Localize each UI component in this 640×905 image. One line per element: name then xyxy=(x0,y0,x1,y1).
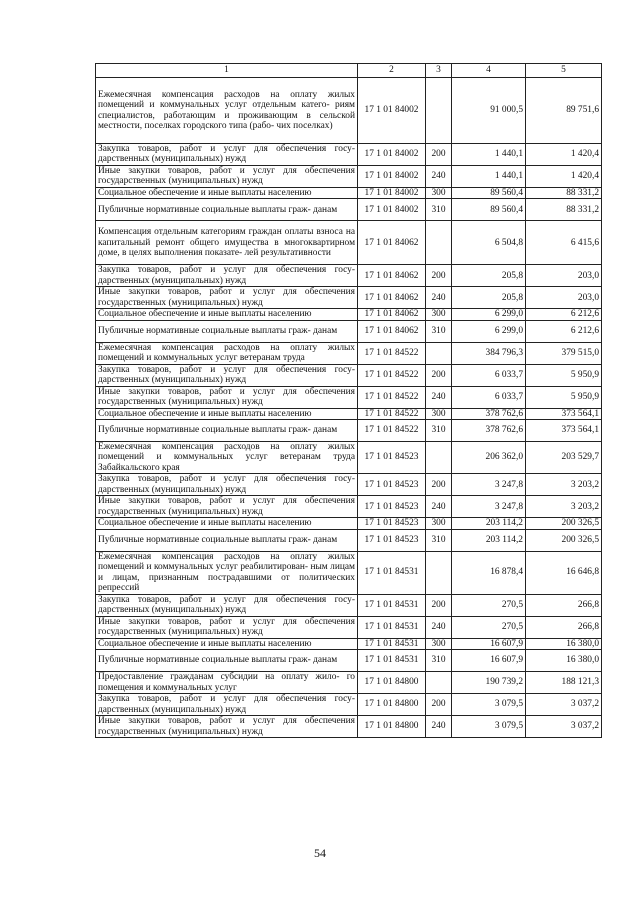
table-row xyxy=(96,594,602,616)
row-description: Компенсация отдельным категориям граждан оплаты взноса на капитальный ремонт общего имущества в многоквартирном доме, в целях выполнения показате- лей результативности xyxy=(96,221,358,265)
row-amount-col5: 203,0 xyxy=(526,287,602,309)
row-target-code: 17 1 01 84522 xyxy=(358,364,426,386)
row-amount-col5: 6 212,6 xyxy=(526,320,602,342)
row-expense-type: 200 xyxy=(426,474,452,496)
row-amount-col4: 203 114,2 xyxy=(452,529,526,551)
row-description: Ежемесячная компенсация расходов на оплату жилых помещений и коммунальных услуг ветеранам труда xyxy=(96,342,358,364)
row-amount-col4: 205,8 xyxy=(452,287,526,309)
row-target-code: 17 1 01 84523 xyxy=(358,496,426,518)
row-target-code: 17 1 01 84523 xyxy=(358,529,426,551)
row-description: Социальное обеспечение и иные выплаты населению xyxy=(96,518,358,529)
row-amount-col5: 373 564,1 xyxy=(526,408,602,419)
row-amount-col4: 1 440,1 xyxy=(452,165,526,187)
row-amount-col5: 1 420,4 xyxy=(526,144,602,166)
row-target-code: 17 1 01 84062 xyxy=(358,265,426,287)
row-description: Публичные нормативные социальные выплаты граж- данам xyxy=(96,529,358,551)
header-col-4: 4 xyxy=(452,64,526,78)
row-amount-col4: 378 762,6 xyxy=(452,408,526,419)
row-amount-col4: 203 114,2 xyxy=(452,518,526,529)
row-expense-type: 300 xyxy=(426,187,452,198)
row-target-code: 17 1 01 84800 xyxy=(358,672,426,694)
row-expense-type: 200 xyxy=(426,364,452,386)
row-amount-col5: 200 326,5 xyxy=(526,529,602,551)
row-expense-type: 200 xyxy=(426,144,452,166)
row-expense-type: 310 xyxy=(426,320,452,342)
row-expense-type: 310 xyxy=(426,650,452,672)
table-row xyxy=(96,386,602,408)
row-amount-col5: 88 331,2 xyxy=(526,187,602,198)
table-row xyxy=(96,144,602,166)
row-amount-col4: 16 607,9 xyxy=(452,650,526,672)
row-target-code: 17 1 01 84522 xyxy=(358,386,426,408)
row-description: Публичные нормативные социальные выплаты граж- данам xyxy=(96,650,358,672)
table-row xyxy=(96,616,602,638)
row-description: Ежемесячная компенсация расходов на оплату жилых помещений и коммунальных услуг отдельным катего- риям специалистов, работающим и проживающим в сельской местности, поселках городского типа (рабо- чих поселках) xyxy=(96,78,358,144)
table-row xyxy=(96,638,602,649)
table-row xyxy=(96,529,602,551)
row-description: Социальное обеспечение и иные выплаты населению xyxy=(96,187,358,198)
row-amount-col4: 6 299,0 xyxy=(452,309,526,320)
row-expense-type: 300 xyxy=(426,309,452,320)
row-description: Закупка товаров, работ и услуг для обеспечения госу- дарственных (муниципальных) нужд xyxy=(96,694,358,716)
table-row xyxy=(96,165,602,187)
header-row xyxy=(96,64,602,78)
row-amount-col5: 3 203,2 xyxy=(526,496,602,518)
row-target-code: 17 1 01 84523 xyxy=(358,442,426,474)
row-amount-col4: 270,5 xyxy=(452,616,526,638)
row-expense-type xyxy=(426,442,452,474)
table-row xyxy=(96,221,602,265)
row-expense-type: 300 xyxy=(426,408,452,419)
row-description: Закупка товаров, работ и услуг для обеспечения госу- дарственных (муниципальных) нужд xyxy=(96,594,358,616)
row-amount-col5: 6 415,6 xyxy=(526,221,602,265)
table-row xyxy=(96,650,602,672)
row-description: Публичные нормативные социальные выплаты граж- данам xyxy=(96,199,358,221)
row-expense-type: 200 xyxy=(426,594,452,616)
table-row xyxy=(96,518,602,529)
row-description: Закупка товаров, работ и услуг для обеспечения госу- дарственных (муниципальных) нужд xyxy=(96,474,358,496)
table-row xyxy=(96,408,602,419)
row-description: Ежемесячная компенсация расходов на оплату жилых помещений и коммунальных услуг ветеранам труда Забайкальского края xyxy=(96,442,358,474)
row-amount-col5: 16 646,8 xyxy=(526,551,602,594)
row-amount-col4: 378 762,6 xyxy=(452,420,526,442)
table-row xyxy=(96,287,602,309)
row-amount-col4: 6 033,7 xyxy=(452,386,526,408)
budget-table-container xyxy=(95,63,602,738)
row-expense-type: 310 xyxy=(426,420,452,442)
row-expense-type xyxy=(426,551,452,594)
row-amount-col5: 266,8 xyxy=(526,616,602,638)
row-amount-col5: 3 037,2 xyxy=(526,716,602,738)
row-expense-type: 200 xyxy=(426,265,452,287)
row-amount-col5: 16 380,0 xyxy=(526,650,602,672)
row-amount-col5: 203 529,7 xyxy=(526,442,602,474)
row-description: Иные закупки товаров, работ и услуг для обеспечения государственных (муниципальных) нужд xyxy=(96,616,358,638)
table-row xyxy=(96,364,602,386)
row-amount-col4: 3 247,8 xyxy=(452,496,526,518)
table-body xyxy=(96,78,602,738)
row-expense-type: 240 xyxy=(426,616,452,638)
row-target-code: 17 1 01 84522 xyxy=(358,408,426,419)
table-row xyxy=(96,420,602,442)
header-col-1: 1 xyxy=(96,64,358,78)
row-amount-col4: 190 739,2 xyxy=(452,672,526,694)
row-description: Социальное обеспечение и иные выплаты населению xyxy=(96,638,358,649)
row-target-code: 17 1 01 84531 xyxy=(358,616,426,638)
row-description: Ежемесячная компенсация расходов на оплату жилых помещений и коммунальных услуг реабилитирован- ным лицам и лицам, признанным пострадавшими от политических репрессий xyxy=(96,551,358,594)
row-target-code: 17 1 01 84800 xyxy=(358,716,426,738)
row-target-code: 17 1 01 84062 xyxy=(358,221,426,265)
row-description: Социальное обеспечение и иные выплаты населению xyxy=(96,408,358,419)
row-amount-col5: 266,8 xyxy=(526,594,602,616)
row-target-code: 17 1 01 84002 xyxy=(358,187,426,198)
table-row xyxy=(96,320,602,342)
row-amount-col4: 3 247,8 xyxy=(452,474,526,496)
row-amount-col4: 16 878,4 xyxy=(452,551,526,594)
table-row xyxy=(96,474,602,496)
row-amount-col4: 6 299,0 xyxy=(452,320,526,342)
row-amount-col5: 200 326,5 xyxy=(526,518,602,529)
row-expense-type: 240 xyxy=(426,716,452,738)
row-description: Публичные нормативные социальные выплаты граж- данам xyxy=(96,420,358,442)
row-amount-col5: 1 420,4 xyxy=(526,165,602,187)
table-row xyxy=(96,309,602,320)
row-target-code: 17 1 01 84002 xyxy=(358,165,426,187)
row-amount-col4: 384 796,3 xyxy=(452,342,526,364)
row-amount-col5: 89 751,6 xyxy=(526,78,602,144)
row-description: Закупка товаров, работ и услуг для обеспечения госу- дарственных (муниципальных) нужд xyxy=(96,144,358,166)
row-target-code: 17 1 01 84522 xyxy=(358,420,426,442)
row-target-code: 17 1 01 84531 xyxy=(358,650,426,672)
row-amount-col4: 3 079,5 xyxy=(452,716,526,738)
row-target-code: 17 1 01 84523 xyxy=(358,518,426,529)
row-target-code: 17 1 01 84531 xyxy=(358,594,426,616)
row-target-code: 17 1 01 84522 xyxy=(358,342,426,364)
row-expense-type xyxy=(426,78,452,144)
row-amount-col4: 205,8 xyxy=(452,265,526,287)
row-amount-col5: 3 203,2 xyxy=(526,474,602,496)
page-number: 54 xyxy=(314,846,326,860)
row-amount-col5: 373 564,1 xyxy=(526,420,602,442)
row-amount-col4: 270,5 xyxy=(452,594,526,616)
table-row xyxy=(96,342,602,364)
table-row xyxy=(96,551,602,594)
row-amount-col5: 5 950,9 xyxy=(526,364,602,386)
table-row xyxy=(96,672,602,694)
row-amount-col4: 206 362,0 xyxy=(452,442,526,474)
row-amount-col5: 379 515,0 xyxy=(526,342,602,364)
row-amount-col5: 5 950,9 xyxy=(526,386,602,408)
row-target-code: 17 1 01 84531 xyxy=(358,638,426,649)
row-expense-type: 240 xyxy=(426,287,452,309)
row-expense-type: 310 xyxy=(426,199,452,221)
row-description: Закупка товаров, работ и услуг для обеспечения госу- дарственных (муниципальных) нужд xyxy=(96,364,358,386)
row-description: Иные закупки товаров, работ и услуг для обеспечения государственных (муниципальных) нужд xyxy=(96,287,358,309)
row-target-code: 17 1 01 84062 xyxy=(358,320,426,342)
row-amount-col4: 16 607,9 xyxy=(452,638,526,649)
row-amount-col4: 3 079,5 xyxy=(452,694,526,716)
table-row xyxy=(96,265,602,287)
row-expense-type: 300 xyxy=(426,518,452,529)
table-row xyxy=(96,716,602,738)
table-row xyxy=(96,78,602,144)
row-amount-col4: 89 560,4 xyxy=(452,187,526,198)
row-amount-col4: 6 504,8 xyxy=(452,221,526,265)
row-expense-type xyxy=(426,342,452,364)
row-expense-type: 300 xyxy=(426,638,452,649)
row-target-code: 17 1 01 84800 xyxy=(358,694,426,716)
table-row xyxy=(96,199,602,221)
row-expense-type: 200 xyxy=(426,694,452,716)
row-expense-type: 240 xyxy=(426,496,452,518)
row-amount-col5: 203,0 xyxy=(526,265,602,287)
row-target-code: 17 1 01 84062 xyxy=(358,287,426,309)
row-description: Предоставление гражданам субсидии на оплату жило- го помещения и коммунальных услуг xyxy=(96,672,358,694)
row-amount-col5: 188 121,3 xyxy=(526,672,602,694)
table-row xyxy=(96,442,602,474)
row-expense-type: 240 xyxy=(426,386,452,408)
row-description: Иные закупки товаров, работ и услуг для обеспечения государственных (муниципальных) нужд xyxy=(96,165,358,187)
row-amount-col4: 91 000,5 xyxy=(452,78,526,144)
row-description: Иные закупки товаров, работ и услуг для обеспечения государственных (муниципальных) нужд xyxy=(96,386,358,408)
header-col-5: 5 xyxy=(526,64,602,78)
row-amount-col5: 6 212,6 xyxy=(526,309,602,320)
row-target-code: 17 1 01 84002 xyxy=(358,144,426,166)
row-expense-type xyxy=(426,221,452,265)
row-description: Иные закупки товаров, работ и услуг для обеспечения государственных (муниципальных) нужд xyxy=(96,716,358,738)
row-description: Закупка товаров, работ и услуг для обеспечения госу- дарственных (муниципальных) нужд xyxy=(96,265,358,287)
row-amount-col5: 3 037,2 xyxy=(526,694,602,716)
row-amount-col4: 1 440,1 xyxy=(452,144,526,166)
row-target-code: 17 1 01 84523 xyxy=(358,474,426,496)
row-target-code: 17 1 01 84002 xyxy=(358,199,426,221)
row-description: Иные закупки товаров, работ и услуг для обеспечения государственных (муниципальных) нужд xyxy=(96,496,358,518)
row-expense-type xyxy=(426,672,452,694)
row-expense-type: 310 xyxy=(426,529,452,551)
table-row xyxy=(96,694,602,716)
row-amount-col5: 16 380,0 xyxy=(526,638,602,649)
row-target-code: 17 1 01 84002 xyxy=(358,78,426,144)
row-expense-type: 240 xyxy=(426,165,452,187)
table-row xyxy=(96,496,602,518)
budget-table xyxy=(95,63,602,738)
row-target-code: 17 1 01 84062 xyxy=(358,309,426,320)
row-amount-col4: 6 033,7 xyxy=(452,364,526,386)
header-col-2: 2 xyxy=(358,64,426,78)
header-col-3: 3 xyxy=(426,64,452,78)
row-amount-col4: 89 560,4 xyxy=(452,199,526,221)
row-amount-col5: 88 331,2 xyxy=(526,199,602,221)
row-description: Социальное обеспечение и иные выплаты населению xyxy=(96,309,358,320)
table-row xyxy=(96,187,602,198)
row-target-code: 17 1 01 84531 xyxy=(358,551,426,594)
row-description: Публичные нормативные социальные выплаты граж- данам xyxy=(96,320,358,342)
